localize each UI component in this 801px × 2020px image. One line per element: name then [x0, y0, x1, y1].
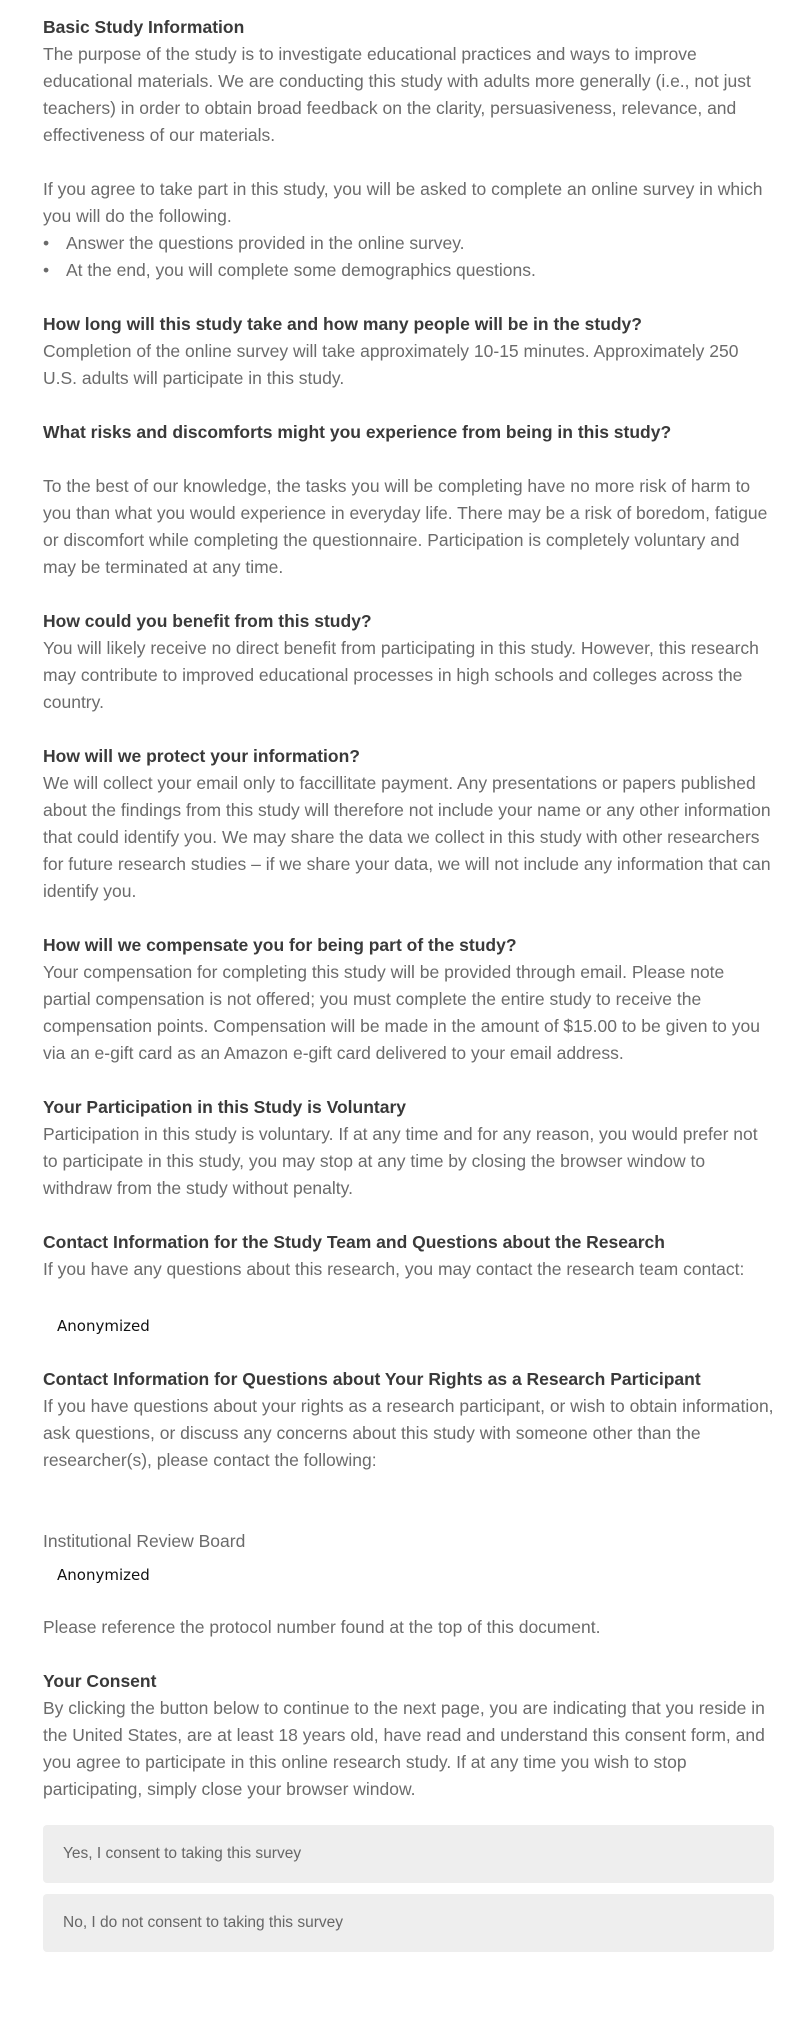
consent-yes-option[interactable]: Yes, I consent to taking this survey	[43, 1825, 774, 1883]
compensation-heading: How will we compensate you for being part of the study?	[43, 935, 517, 955]
consent-form	[43, 14, 774, 1952]
contact-team-heading: Contact Information for the Study Team and Questions about the Research	[43, 1232, 665, 1252]
contact-team-text: If you have any questions about this research, you may contact the research team contact:	[43, 1259, 745, 1279]
protect-text: We will collect your email only to faccillitate payment. Any presentations or papers published about the findings from this study will therefore not include your name or any other information that could identify you. We may share the data we collect in this study with other researchers for future research studies – if we share your data, we will not include any information that can identify you.	[43, 773, 771, 901]
bullet-icon: •	[43, 260, 50, 280]
voluntary-text: Participation in this study is voluntary. If at any time and for any reason, you would prefer not to participate in this study, you may stop at any time by closing the browser window to withdraw from the study without penalty.	[43, 1124, 758, 1198]
benefit-text: You will likely receive no direct benefit from participating in this study. However, this research may contribute to improved educational processes in high schools and colleges across the country.	[43, 638, 759, 712]
duration-text: Completion of the online survey will take approximately 10-15 minutes. Approximately 250 U.S. adults will participate in this study.	[43, 341, 739, 388]
consent-text: By clicking the button below to continue to the next page, you are indicating that you reside in the United States, are at least 18 years old, have read and understand this consent form, and you agree to participate in this online research study. If at any time you wish to stop participating, simply close your browser window.	[43, 1698, 765, 1799]
protocol-reference: Please reference the protocol number found at the top of this document.	[43, 1617, 601, 1637]
irb-name: Institutional Review Board	[43, 1531, 246, 1551]
duration-heading: How long will this study take and how many people will be in the study?	[43, 314, 642, 334]
risks-text: To the best of our knowledge, the tasks you will be completing have no more risk of harm to you than what you would experience in everyday life. There may be a risk of boredom, fatigue or discomfort while completing the questionnaire. Participation is completely voluntary and may be terminated at any time.	[43, 476, 768, 577]
procedure-list	[43, 230, 774, 284]
list-item: • Answer the questions provided in the online survey.	[43, 230, 774, 257]
research-team-contact: Anonymized	[57, 1317, 150, 1335]
compensation-text: Your compensation for completing this study will be provided through email. Please note partial compensation is not offered; you must complete the entire study to receive the compensation points. Compensation will be made in the amount of $15.00 to be given to you via an e-gift card as an Amazon e-gift card delivered to your email address.	[43, 962, 760, 1063]
contact-rights-heading: Contact Information for Questions about Your Rights as a Research Participant	[43, 1369, 701, 1389]
voluntary-heading: Your Participation in this Study is Voluntary	[43, 1097, 407, 1117]
basic-info-heading: Basic Study Information	[43, 17, 245, 37]
consent-heading: Your Consent	[43, 1671, 157, 1691]
irb-contact: Anonymized	[57, 1566, 150, 1584]
bullet-icon: •	[43, 233, 50, 253]
benefit-heading: How could you benefit from this study?	[43, 611, 372, 631]
basic-info-procedure: If you agree to take part in this study, you will be asked to complete an online survey in which you will do the following.	[43, 179, 763, 226]
basic-info-purpose: The purpose of the study is to investigate educational practices and ways to improve educational materials. We are conducting this study with adults more generally (i.e., not just teachers) in order to obtain broad feedback on the clarity, persuasiveness, relevance, and effectiveness of our materials.	[43, 44, 751, 145]
contact-rights-text: If you have questions about your rights as a research participant, or wish to obtain information, ask questions, or discuss any concerns about this study with someone other than the researcher(s), please contact the following:	[43, 1396, 774, 1470]
consent-no-option[interactable]: No, I do not consent to taking this survey	[43, 1894, 774, 1952]
list-item: • At the end, you will complete some demographics questions.	[43, 257, 774, 284]
protect-heading: How will we protect your information?	[43, 746, 360, 766]
risks-heading: What risks and discomforts might you experience from being in this study?	[43, 422, 672, 442]
